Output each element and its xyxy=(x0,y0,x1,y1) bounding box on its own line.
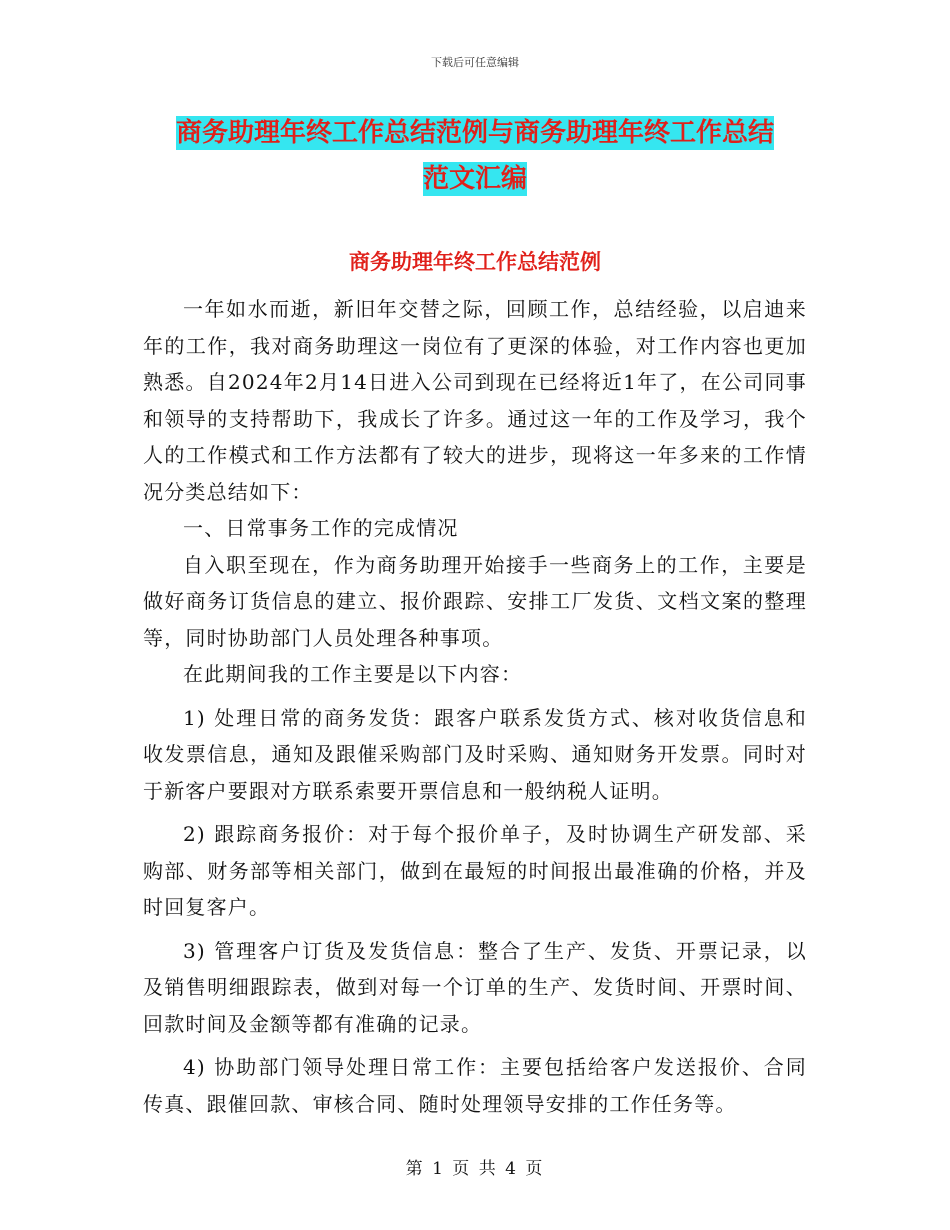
document-title-line-1: 商务助理年终工作总结范例与商务助理年终工作总结 xyxy=(175,118,774,148)
list-item-3: 3) 管理客户订货及发货信息：整合了生产、发货、开票记录，以及销售明细跟踪表，做到对每一个订单的生产、发货时间、开票时间、回款时间及金额等都有准确的记录。 xyxy=(143,938,807,1036)
document-title-line-2: 范文汇编 xyxy=(422,164,527,194)
paragraph-list-intro: 在此期间我的工作主要是以下内容： xyxy=(183,662,523,686)
page-number: 第 1 页 共 4 页 xyxy=(405,1159,545,1179)
list-item-2: 2) 跟踪商务报价：对于每个报价单子，及时协调生产研发部、采购部、财务部等相关部门，做到在最短的时间报出最准确的价格，并及时回复客户。 xyxy=(143,822,807,919)
paragraph-duties: 自入职至现在，作为商务助理开始接手一些商务上的工作，主要是做好商务订货信息的建立、报价跟踪、安排工厂发货、文档文案的整理等，同时协助部门人员处理各种事项。 xyxy=(143,552,807,650)
list-item-1: 1) 处理日常的商务发货：跟客户联系发货方式、核对收货信息和收发票信息，通知及跟催采购部门及时采购、通知财务开发票。同时对于新客户要跟对方联系索要开票信息和一般纳税人证明。 xyxy=(143,705,807,803)
paragraph-intro: 一年如水而逝，新旧年交替之际，回顾工作，总结经验，以启迪来年的工作，我对商务助理这一岗位有了更深的体验，对工作内容也更加熟悉。自2024年2月14日进入公司到现在已经将近1年了，在公司同事和领导的支持帮助下，我成长了许多。通过这一年的工作及学习，我个人的工作模式和工作方法都有了较大的进步，现将这一年多来的工作情况分类总结如下： xyxy=(143,297,807,504)
list-item-4: 4) 协助部门领导处理日常工作：主要包括给客户发送报价、合同传真、跟催回款、审核合同、随时处理领导安排的工作任务等。 xyxy=(143,1055,807,1116)
section-title: 商务助理年终工作总结范例 xyxy=(349,249,601,274)
heading-daily-work: 一、日常事务工作的完成情况 xyxy=(183,516,459,540)
body-text xyxy=(143,291,807,1129)
header-note: 下载后可任意编辑 xyxy=(431,56,519,69)
document-title xyxy=(0,110,950,202)
